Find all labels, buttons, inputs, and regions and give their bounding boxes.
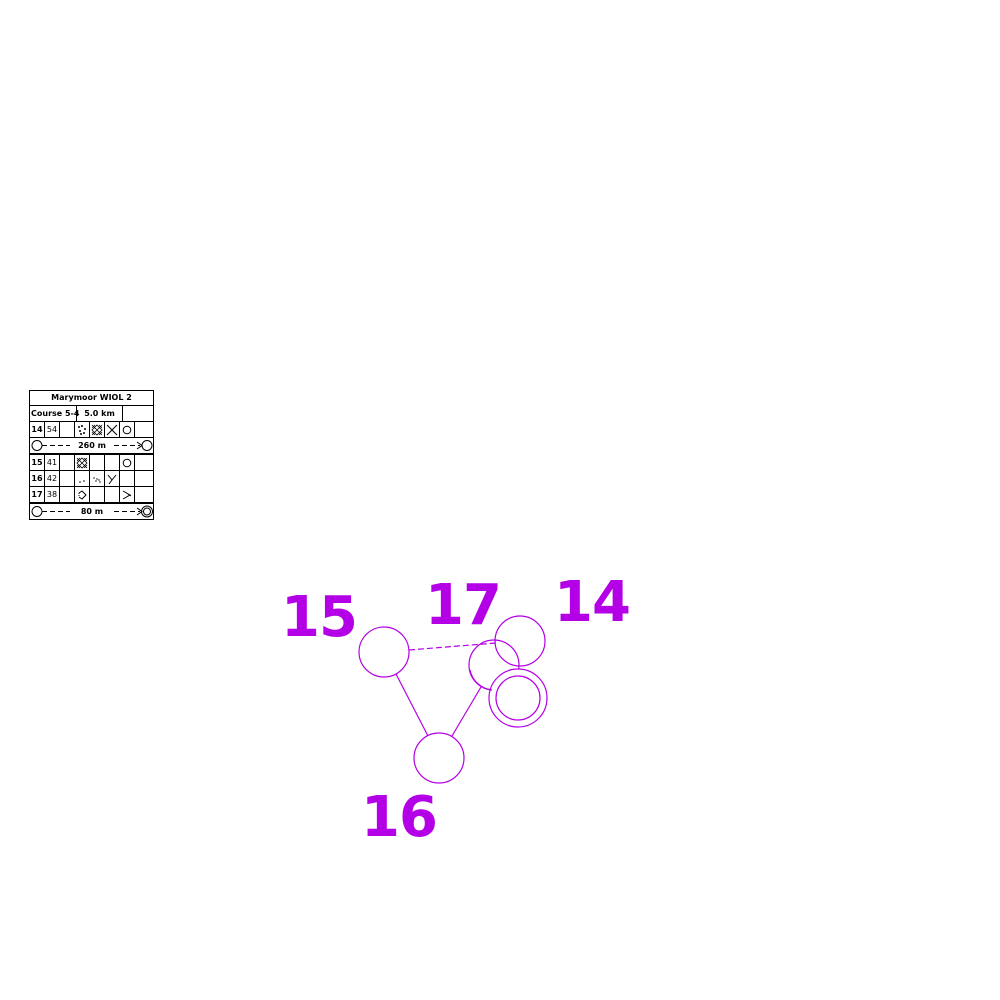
junction-icon [106, 473, 118, 485]
appearance-icon-cell [90, 471, 105, 486]
control-number-cell: 14 [30, 422, 45, 437]
control-code-cell: 42 [45, 471, 60, 486]
knoll-icon [76, 473, 88, 485]
leg-distance: 260 m [70, 438, 114, 453]
column-e [90, 455, 105, 470]
control-circle-15[interactable] [359, 627, 409, 677]
finish-leg-row [30, 504, 153, 519]
detail-icon-cell [105, 471, 120, 486]
description-row [30, 422, 153, 438]
crossing-icon [106, 424, 118, 436]
description-row [30, 471, 153, 487]
position-icon-cell [120, 487, 135, 502]
small-circle-icon [121, 457, 133, 469]
position-icon-cell [120, 422, 135, 437]
rootstock-icon [76, 489, 88, 501]
dotted-icon [91, 473, 103, 485]
control-circle-16[interactable] [414, 733, 464, 783]
course-length: 5.0 km [77, 406, 123, 421]
column-f [105, 487, 120, 502]
column-c [60, 422, 75, 437]
appearance-icon-cell [90, 422, 105, 437]
column-f [105, 455, 120, 470]
leg-distance-row [30, 438, 153, 455]
control-number-17: 17 [425, 573, 501, 638]
control-number-15: 15 [281, 585, 357, 650]
leg-15-16 [396, 674, 428, 736]
column-h [135, 471, 153, 486]
distinct-tree-icon [76, 424, 88, 436]
side-corner-icon [121, 489, 133, 501]
course-climb [123, 406, 153, 421]
control-number-14: 14 [554, 570, 630, 635]
thicket-icon [76, 457, 88, 469]
feature-icon-cell [75, 487, 90, 502]
finish-outer-circle[interactable] [489, 669, 547, 727]
feature-icon-cell [75, 422, 90, 437]
leg-14-15 [409, 643, 496, 650]
column-h [135, 487, 153, 502]
column-g [120, 471, 135, 486]
thicket-icon [91, 424, 103, 436]
control-number-16: 16 [361, 785, 437, 850]
finish-leg-distance: 80 m [70, 504, 114, 519]
small-circle-icon [121, 424, 133, 436]
leg-16-17 [452, 687, 481, 736]
control-code-cell: 54 [45, 422, 60, 437]
detail-icon-cell [105, 422, 120, 437]
feature-icon-cell [75, 455, 90, 470]
control-number-cell: 15 [30, 455, 45, 470]
course-name: Course 5-4 [30, 406, 77, 421]
column-c [60, 455, 75, 470]
control-number-cell: 16 [30, 471, 45, 486]
control-code-cell: 38 [45, 487, 60, 502]
description-row [30, 487, 153, 504]
feature-icon-cell [75, 471, 90, 486]
control-code-cell: 41 [45, 455, 60, 470]
column-c [60, 471, 75, 486]
position-icon-cell [120, 455, 135, 470]
course-header [30, 406, 153, 422]
description-row [30, 455, 153, 471]
control-number-cell: 17 [30, 487, 45, 502]
column-h [135, 422, 153, 437]
column-c [60, 487, 75, 502]
column-e [90, 487, 105, 502]
control-description-sheet [29, 390, 154, 520]
column-h [135, 455, 153, 470]
event-title: Marymoor WIOL 2 [30, 391, 153, 406]
